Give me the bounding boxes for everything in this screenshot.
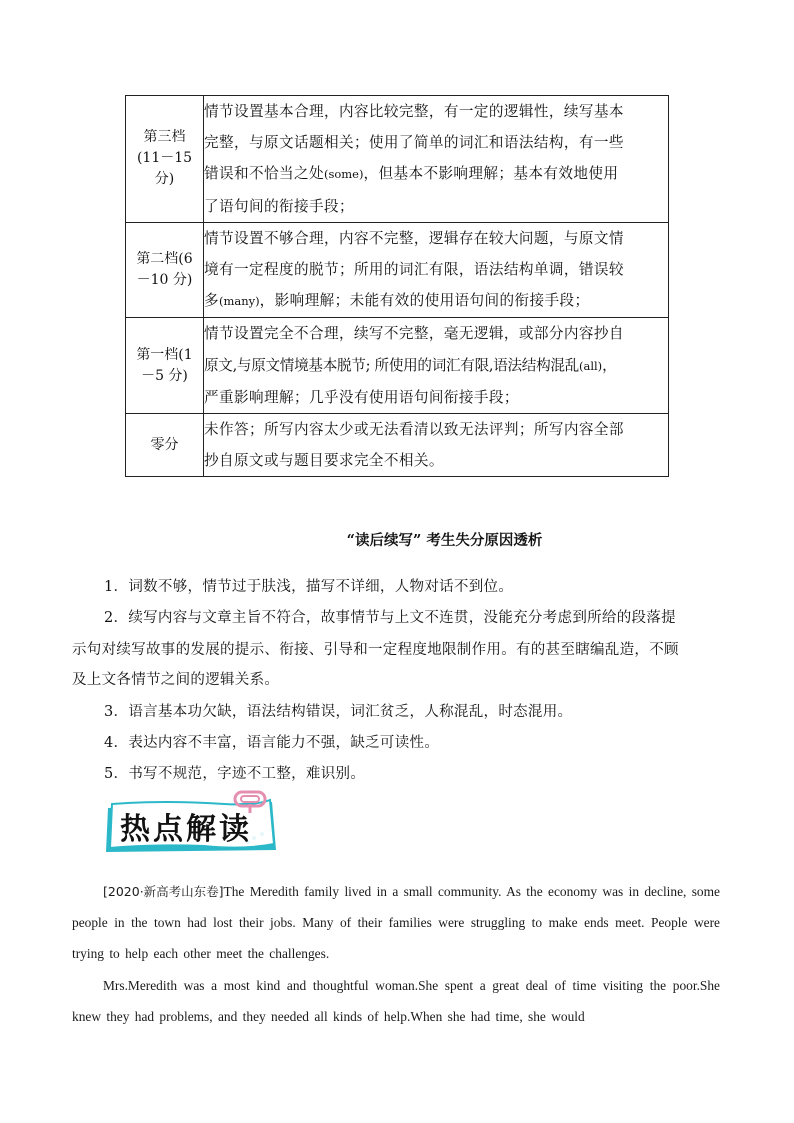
criteria-line: 原文,与原文情境基本脱节; 所使用的词汇有限,语法结构混乱(all)，: [204, 356, 617, 374]
criteria-line: 了语句间的衔接手段；: [204, 197, 354, 215]
list-item-continued: 及上文各情节之间的逻辑关系。: [72, 672, 280, 689]
reasons-list: [72, 572, 722, 791]
section-title: “读后续写” 考生失分原因透析: [346, 532, 543, 549]
criteria-line: 严重影响理解；几乎没有使用语句间衔接手段；: [204, 388, 519, 406]
level-cell: [126, 318, 204, 414]
table-row: [126, 318, 669, 414]
list-item: 5．书写不规范，字迹不工整，难识别。: [104, 766, 366, 783]
criteria-cell: [204, 222, 669, 318]
level-range: －5 分): [141, 367, 188, 384]
list-item: 4．表达内容不丰富，语言能力不强，缺乏可读性。: [104, 734, 440, 751]
table-row: [126, 414, 669, 477]
level-cell: [126, 414, 204, 477]
level-label: 第一档(1: [136, 346, 193, 363]
grading-table: [125, 95, 669, 477]
criteria-line: 境有一定程度的脱节；所用的词汇有限，语法结构单调，错误较: [204, 261, 624, 279]
hot-topic-banner: [104, 794, 280, 856]
level-cell: [126, 222, 204, 318]
passage-paragraph: Mrs.Meredith was a most kind and thoughtful woman.She spent a great deal of time visiting the poor.She knew they had problems, and they needed all kinds of help.When she had time, she would: [72, 977, 720, 1024]
level-range: 分): [154, 171, 175, 188]
list-item: 3．语言基本功欠缺，语法结构错误，词汇贫乏，人称混乱，时态混用。: [104, 703, 573, 720]
level-range: －10 分): [136, 272, 193, 289]
criteria-cell: [204, 96, 669, 223]
table-row: [126, 222, 669, 318]
criteria-line: 抄自原文或与题目要求完全不相关。: [204, 452, 444, 470]
table-row: [126, 96, 669, 223]
level-label: 第三档: [143, 129, 186, 146]
level-range: (11－15: [136, 150, 193, 167]
list-item: 2．续写内容与文章主旨不符合，故事情节与上文不连贯，没能充分考虑到所给的段落提: [104, 610, 676, 627]
level-label: 零分: [150, 436, 179, 453]
list-item: 1．词数不够，情节过于肤浅，描写不详细，人物对话不到位。: [104, 579, 514, 595]
banner-title: 热点解读: [120, 812, 252, 847]
criteria-cell: [204, 414, 669, 477]
level-cell: [126, 96, 204, 223]
criteria-line: 情节设置完全不合理，续写不完整，毫无逻辑，或部分内容抄自: [204, 325, 624, 343]
criteria-line: 情节设置基本合理，内容比较完整，有一定的逻辑性，续写基本: [204, 103, 624, 120]
criteria-line: 多(many)，影响理解；未能有效的使用语句间的衔接手段；: [204, 292, 590, 310]
level-label: 第二档(6: [136, 251, 193, 268]
source-tag: [2020·新高考山东卷]: [103, 884, 224, 899]
criteria-line: 未作答；所写内容太少或无法看清以致无法评判；所写内容全部: [204, 421, 624, 439]
criteria-line: 错误和不恰当之处(some)，但基本不影响理解；基本有效地使用: [204, 165, 619, 183]
criteria-line: 完整，与原文话题相关；使用了简单的词汇和语法结构，有一些: [204, 134, 624, 152]
criteria-line: 情节设置不够合理，内容不完整，逻辑存在较大问题，与原文情: [204, 229, 624, 247]
list-item-continued: 示句对续写故事的发展的提示、衔接、引导和一定程度地限制作用。有的甚至瞎编乱造，不顾: [72, 641, 679, 658]
criteria-cell: [204, 318, 669, 414]
reading-passage: [72, 876, 720, 1032]
passage-paragraph: [2020·新高考山东卷]The Meredith family lived in a small community. As the economy was in decline, some people in the town had lost their jobs. Many of their families were struggling to make ends meet. People were trying to help each other meet the challenges.: [72, 884, 720, 962]
